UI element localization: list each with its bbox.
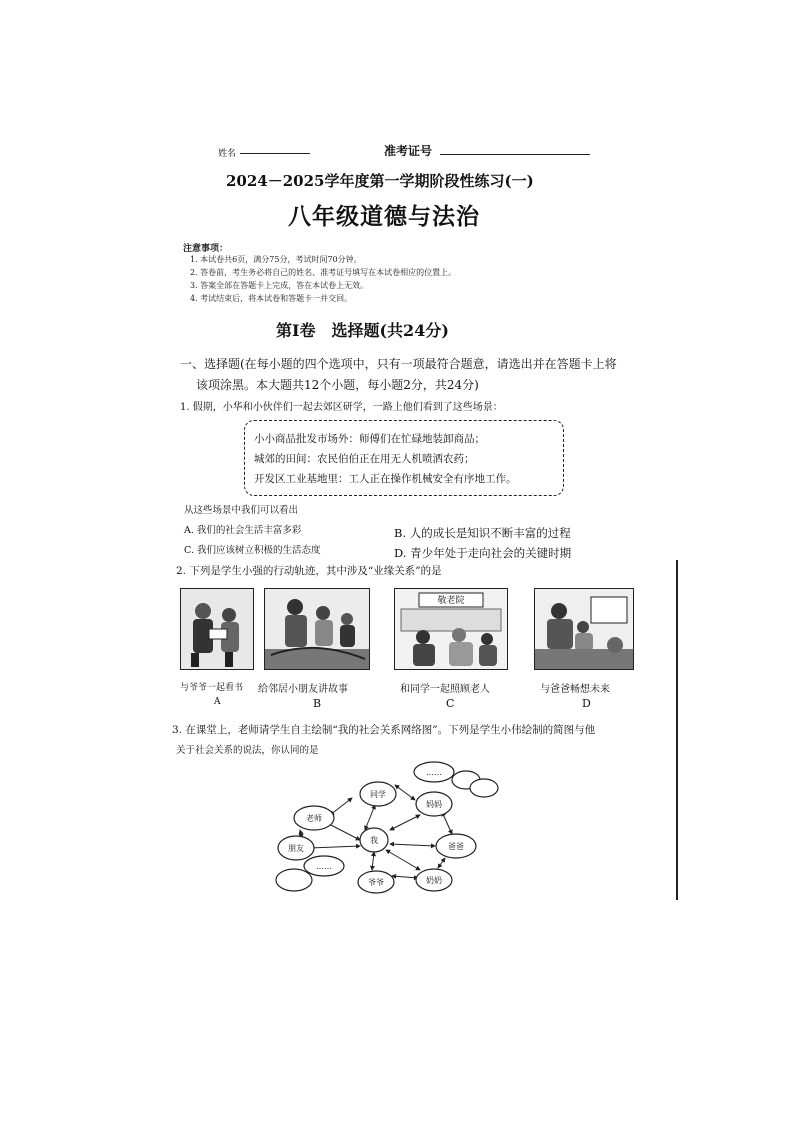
q2-stem: 2. 下列是学生小强的行动轨迹，其中涉及“业缘关系”的是 [176, 565, 442, 577]
node-grandpa-label: 爷爷 [368, 878, 384, 887]
node-me-label: 我 [370, 836, 378, 845]
node-empty-top-right [470, 779, 498, 797]
subject-title: 八年级道德与法治 [288, 203, 480, 230]
node-dad-label: 爸爸 [448, 842, 464, 851]
name-label: 姓名 [218, 149, 237, 159]
q1-scene: 小小商品批发市场外：师傅们在忙碌地装卸商品； [254, 433, 485, 445]
q1-lead: 从这些场景中我们可以看出 [184, 505, 299, 516]
q1-option-c[interactable]: C. 我们应该树立积极的生活态度 [184, 545, 321, 556]
node-friend-label: 朋友 [288, 844, 304, 853]
q2-picture-b[interactable] [264, 588, 370, 670]
father-son-illustration [535, 589, 633, 669]
q3-stem-line1: 3. 在课堂上，老师请学生自主绘制“我的社会关系网络图”。下列是学生小伟绘制的简图与他 [172, 724, 596, 736]
q2-letter-b: B [313, 697, 322, 710]
node-grandma-label: 奶奶 [426, 876, 442, 885]
q1-scene: 城郊的田间：农民伯伯正在用无人机喷洒农药； [254, 453, 475, 465]
note-item: 3. 答案全部在答题卡上完成，答在本试卷上无效。 [190, 281, 369, 290]
q2-letter-a: A [214, 697, 221, 707]
name-blank [240, 153, 310, 154]
q3-stem-line2: 关于社会关系的说法，你认同的是 [176, 745, 319, 756]
q2-letter-d: D [582, 697, 591, 710]
note-item: 4. 考试结束后，将本试卷和答题卡一并交回。 [190, 294, 353, 303]
section-instruction-line2: 该项涂黑。本大题共12个小题，每小题2分，共24分) [196, 378, 479, 392]
q1-option-d[interactable]: D. 青少年处于走向社会的关键时期 [394, 546, 572, 560]
section-title: 第Ⅰ卷 选择题(共24分) [276, 321, 449, 340]
q2-caption-c: 和同学一起照顾老人 [400, 684, 490, 695]
note-item: 2. 答卷前，考生务必将自己的姓名、准考证号填写在本试卷相应的位置上。 [190, 268, 457, 277]
q2-letter-c: C [446, 697, 455, 710]
q2-caption-d: 与爸爸畅想未来 [540, 684, 610, 695]
q2-caption-b: 给邻居小朋友讲故事 [258, 684, 348, 695]
q1-option-b[interactable]: B. 人的成长是知识不断丰富的过程 [394, 526, 571, 540]
exam-id-blank [440, 154, 590, 155]
q1-stem: 1. 假期，小华和小伙伴们一起去郊区研学，一路上他们看到了这些场景： [180, 402, 503, 413]
node-ellipsis-label: …… [316, 862, 332, 871]
social-network-diagram [270, 760, 510, 895]
node-teacher-label: 老师 [306, 814, 322, 823]
q2-picture-d[interactable] [534, 588, 634, 670]
nursing-home-sign: 敬老院 [437, 596, 465, 606]
term-title: 2024－2025学年度第一学期阶段性练习(一) [226, 172, 534, 190]
notes-heading: 注意事项： [183, 244, 229, 254]
node-ellipsis-label: …… [426, 768, 442, 777]
q1-scene: 开发区工业基地里：工人正在操作机械安全有序地工作。 [254, 473, 517, 485]
q2-picture-c[interactable] [394, 588, 508, 670]
node-empty-bottom-left [276, 869, 312, 891]
q2-picture-a[interactable] [180, 588, 254, 670]
grandpa-reading-illustration [181, 589, 253, 669]
margin-line [676, 560, 678, 900]
node-classmate-label: 同学 [370, 790, 386, 799]
exam-id-label: 准考证号 [384, 144, 433, 158]
storytelling-illustration [265, 589, 369, 669]
note-item: 1. 本试卷共6页，满分75分，考试时间70分钟。 [190, 255, 362, 264]
section-instruction-line1: 一、选择题(在每小题的四个选项中，只有一项最符合题意，请选出并在答题卡上将 [180, 357, 617, 371]
q1-option-a[interactable]: A. 我们的社会生活丰富多彩 [184, 525, 302, 536]
q2-caption-a: 与爷爷一起看书 [180, 683, 244, 693]
caring-elderly-illustration [395, 589, 507, 669]
node-mom-label: 妈妈 [426, 800, 442, 809]
